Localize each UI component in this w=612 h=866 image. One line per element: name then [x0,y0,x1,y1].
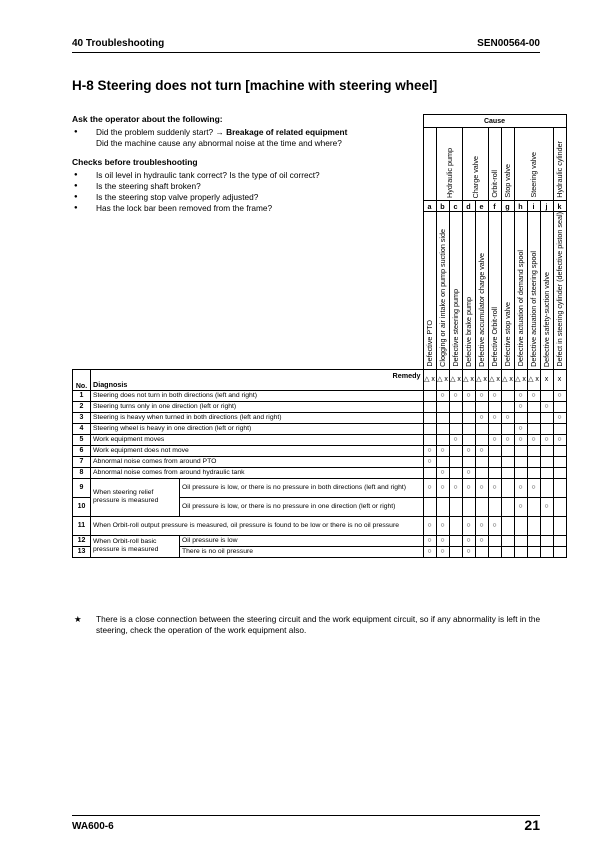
cause-mark: ○ [540,497,553,516]
cause-mark [527,412,540,423]
cause-mark [553,445,566,456]
cause-mark [527,516,540,535]
cause-mark [449,401,462,412]
cause-header-row [73,115,567,128]
diagnosis-text: Steering wheel is heavy in one direction (left or right) [91,423,424,434]
cause-mark: ○ [475,478,488,497]
cause-mark [527,497,540,516]
cause-mark [462,434,475,445]
cause-mark: ○ [488,412,501,423]
cause-mark [527,467,540,478]
cause-mark: ○ [436,445,449,456]
cause-mark [449,412,462,423]
diagnosis-text: Oil pressure is low, or there is no pressure in one direction (left or right) [180,497,424,516]
cause-mark [501,401,514,412]
cause-description-label: Defective PTO [425,320,434,367]
cause-mark: ○ [514,423,527,434]
cause-group-label: Orbit-roll [490,170,499,198]
cause-mark: ○ [462,445,475,456]
remedy-cell: △ x [501,369,514,390]
cause-mark [553,546,566,557]
cause-mark [501,467,514,478]
cause-mark [488,546,501,557]
cause-mark [553,401,566,412]
cause-mark [488,423,501,434]
cause-mark [514,412,527,423]
cause-mark [514,535,527,546]
cause-mark [540,445,553,456]
cause-mark [475,546,488,557]
cause-mark [553,535,566,546]
cause-mark [527,445,540,456]
check-item: ● Is the steering stop valve properly adjusted? [72,192,422,203]
table-row [73,412,567,423]
cause-mark: ○ [553,390,566,401]
cause-mark [462,401,475,412]
cause-mark [501,497,514,516]
remedy-cell: △ x [449,369,462,390]
cause-mark: ○ [462,390,475,401]
cause-mark [449,456,462,467]
diagnosis-text: Abnormal noise comes from around PTO [91,456,424,467]
cause-mark: ○ [449,390,462,401]
cause-mark [475,497,488,516]
cause-mark: ○ [527,478,540,497]
cause-mark [540,423,553,434]
cause-mark [488,467,501,478]
diagnosis-text: Oil pressure is low [180,535,424,546]
cause-mark [553,456,566,467]
cause-mark [488,445,501,456]
cause-description-label: Defective Orbit-roll [490,307,499,367]
cause-mark: ○ [475,445,488,456]
cause-mark [501,456,514,467]
measurement-group: When Orbit-roll basic pressure is measured [91,535,180,557]
cause-mark [423,401,436,412]
cause-mark [540,412,553,423]
cause-mark [449,423,462,434]
cause-mark [553,478,566,497]
cause-mark [423,423,436,434]
remedy-cell: x [540,369,553,390]
cause-letter: g [501,201,514,212]
cause-mark [423,434,436,445]
cause-description-label: Defective brake pump [464,296,473,367]
cause-description-label: Clogging or air intake on pump suction side [438,228,447,367]
diagnosis-text: Oil pressure is low, or there is no pressure in both directions (left and right) [180,478,424,497]
diagnosis-label: Diagnosis [93,379,128,389]
table-spacer [73,115,424,212]
cause-mark [449,535,462,546]
remedy-row [73,369,567,390]
cause-mark [527,546,540,557]
cause-mark: ○ [488,478,501,497]
cause-mark: ○ [514,401,527,412]
cause-mark [475,401,488,412]
diagnosis-text: Steering does not turn in both directions (left and right) [91,390,424,401]
cause-description [527,212,540,370]
cause-group [436,128,462,201]
cause-group [553,128,566,201]
table-row [73,467,567,478]
cause-mark [501,535,514,546]
cause-mark [540,390,553,401]
cause-mark: ○ [488,516,501,535]
cause-mark: ○ [436,516,449,535]
cause-mark [449,497,462,516]
diagnosis-text: Steering is heavy when turned in both directions (left and right) [91,412,424,423]
cause-mark [449,516,462,535]
row-number: 7 [73,456,91,467]
remedy-cell: △ x [514,369,527,390]
cause-mark [501,445,514,456]
check-item: ● Is oil level in hydraulic tank correct? Is the type of oil correct? [72,170,422,181]
remedy-cell: x [553,369,566,390]
diagnosis-text: Work equipment moves [91,434,424,445]
cause-mark: ○ [436,546,449,557]
cause-mark [436,412,449,423]
cause-mark [475,434,488,445]
cause-mark: ○ [475,390,488,401]
cause-letter: d [462,201,475,212]
row-number: 9 [73,478,91,497]
cause-mark: ○ [553,412,566,423]
table-row [73,445,567,456]
cause-mark: ○ [514,434,527,445]
note [72,614,566,636]
cause-mark [449,445,462,456]
cause-mark: ○ [475,535,488,546]
cause-mark: ○ [436,390,449,401]
cause-description [514,212,527,370]
cause-mark: ○ [436,478,449,497]
cause-mark [423,467,436,478]
table-row [73,535,567,546]
cause-mark: ○ [540,434,553,445]
cause-mark [514,467,527,478]
cause-mark: ○ [436,535,449,546]
cause-letter: a [423,201,436,212]
diagnosis-header [91,369,424,390]
table-row [73,423,567,434]
cause-mark [449,546,462,557]
row-number: 8 [73,467,91,478]
cause-mark [540,467,553,478]
cause-mark [488,456,501,467]
cause-letter: j [540,201,553,212]
document-code: SEN00564-00 [477,38,540,49]
row-number: 3 [73,412,91,423]
cause-group-label: Hydraulic pump [444,148,454,198]
cause-mark: ○ [527,434,540,445]
row-number: 13 [73,546,91,557]
cause-mark: ○ [501,434,514,445]
check-item: ● Has the lock bar been removed from the frame? [72,203,422,214]
cause-description-row [73,212,567,370]
table-spacer [73,212,424,370]
check-item: ● Is the steering shaft broken? [72,181,422,192]
ask-question: Did the problem suddenly start? [96,127,214,137]
cause-mark: ○ [436,467,449,478]
cause-mark: ○ [540,401,553,412]
ask-subquestion: Did the machine cause any abnormal noise at the time and where? [96,138,342,148]
cause-description-label: Defective accumulator charge valve [477,252,486,367]
cause-letter: f [488,201,501,212]
remedy-cell: △ x [462,369,475,390]
cause-mark: ○ [449,434,462,445]
cause-mark [475,467,488,478]
cause-description [436,212,449,370]
cause-mark [462,423,475,434]
remedy-cell: △ x [488,369,501,390]
cause-mark [514,516,527,535]
diagnosis-text: When Orbit-roll output pressure is measured, oil pressure is found to be low or there is no oil pressure [91,516,424,535]
cause-mark [449,467,462,478]
ask-heading: Ask the operator about the following: [72,114,223,124]
cause-group-label: Stop valve [503,164,512,198]
cause-group-empty [423,128,436,201]
cause-mark: ○ [462,478,475,497]
model-code: WA600-6 [72,821,114,832]
cause-description [540,212,553,370]
cause-letter: c [449,201,462,212]
cause-mark [527,456,540,467]
cause-mark [462,412,475,423]
page-title: H-8 Steering does not turn [machine with steering wheel] [72,78,438,93]
cause-mark: ○ [514,390,527,401]
cause-group-label: Hydraulic cylinder [555,141,564,198]
cause-description [462,212,475,370]
cause-mark: ○ [462,467,475,478]
cause-description [423,212,436,370]
cause-mark [527,535,540,546]
troubleshooting-table [72,114,567,558]
table-row [73,478,567,497]
table-row [73,456,567,467]
cause-mark [436,497,449,516]
cause-mark: ○ [449,478,462,497]
cause-mark [501,546,514,557]
cause-mark [540,546,553,557]
measurement-group: When steering relief pressure is measured [91,478,180,516]
cause-mark: ○ [462,546,475,557]
cause-mark [514,546,527,557]
ask-emphasis: Breakage of related equipment [226,127,348,137]
arrow-icon: → [215,127,224,137]
cause-description [475,212,488,370]
star-icon: ★ [74,614,82,624]
row-number: 4 [73,423,91,434]
cause-description [488,212,501,370]
page-footer [72,815,540,836]
cause-description-label: Defective steering pump [451,289,460,367]
cause-mark: ○ [423,456,436,467]
row-number: 11 [73,516,91,535]
cause-mark [436,456,449,467]
diagnosis-text: Work equipment does not move [91,445,424,456]
cause-mark [540,535,553,546]
note-text: There is a close connection between the steering circuit and the work equipment circuit, so if any abnormality is left in the steering, check the operation of the work equipment also. [96,614,541,635]
page-number: 21 [524,817,540,833]
cause-description [553,212,566,370]
table-row [73,390,567,401]
cause-mark [436,401,449,412]
cause-mark [475,423,488,434]
row-number: 1 [73,390,91,401]
cause-mark [462,497,475,516]
cause-mark [553,467,566,478]
cause-mark: ○ [488,434,501,445]
remedy-label: Remedy [392,370,421,380]
cause-mark [540,478,553,497]
diagnosis-text: Steering turns only in one direction (left or right) [91,401,424,412]
table-row [73,516,567,535]
cause-mark [514,445,527,456]
cause-group [514,128,553,201]
cause-mark: ○ [423,445,436,456]
cause-mark [501,516,514,535]
row-number: 5 [73,434,91,445]
cause-mark: ○ [514,497,527,516]
cause-mark [501,423,514,434]
cause-mark [475,456,488,467]
page-header [72,36,540,53]
cause-mark [501,390,514,401]
cause-mark: ○ [475,516,488,535]
cause-description-label: Defective actuation of demand spool [516,250,525,367]
cause-mark [436,434,449,445]
cause-mark [514,456,527,467]
table-row [73,434,567,445]
cause-group [462,128,488,201]
remedy-cell: △ x [475,369,488,390]
cause-mark: ○ [423,478,436,497]
cause-mark: ○ [423,535,436,546]
cause-mark [540,516,553,535]
cause-mark [423,497,436,516]
cause-mark: ○ [488,390,501,401]
cause-mark: ○ [475,412,488,423]
cause-group-label: Charge valve [470,155,480,198]
cause-mark [501,478,514,497]
cause-mark: ○ [527,390,540,401]
diagnosis-text: There is no oil pressure [180,546,424,557]
cause-mark [553,497,566,516]
row-number: 10 [73,497,91,516]
cause-letter: k [553,201,566,212]
cause-group [501,128,514,201]
section-title: 40 Troubleshooting [72,38,165,49]
cause-letter: e [475,201,488,212]
cause-letter: i [527,201,540,212]
cause-mark: ○ [462,535,475,546]
cause-mark [488,401,501,412]
cause-description [501,212,514,370]
remedy-cell: △ x [436,369,449,390]
cause-mark: ○ [514,478,527,497]
cause-mark [488,535,501,546]
checks-heading: Checks before troubleshooting [72,157,198,167]
row-number: 2 [73,401,91,412]
cause-description-label: Defective actuation of steering spool [529,250,538,367]
cause-mark [553,516,566,535]
cause-mark: ○ [501,412,514,423]
diagnosis-text: Abnormal noise comes from around hydraulic tank [91,467,424,478]
table-row [73,401,567,412]
remedy-cell: △ x [527,369,540,390]
cause-header: Cause [423,115,566,128]
cause-mark [462,456,475,467]
cause-mark [540,456,553,467]
cause-description-label: Defective safety-suction valve [542,271,551,367]
remedy-cell: △ x [423,369,436,390]
cause-group-label: Steering valve [529,152,538,198]
row-number: 6 [73,445,91,456]
cause-mark: ○ [553,434,566,445]
cause-mark [527,423,540,434]
cause-description-label: Defective stop valve [503,302,512,367]
cause-mark [527,401,540,412]
cause-mark: ○ [423,516,436,535]
cause-mark [553,423,566,434]
cause-description [449,212,462,370]
cause-mark: ○ [423,546,436,557]
cause-mark [423,412,436,423]
cause-mark [488,497,501,516]
cause-mark: ○ [462,516,475,535]
cause-mark [423,390,436,401]
cause-letter: h [514,201,527,212]
row-number: 12 [73,535,91,546]
cause-description-label: Defect in steering cylinder (defective piston seal) [555,212,564,367]
cause-letter: b [436,201,449,212]
cause-mark [436,423,449,434]
cause-group [488,128,501,201]
no-header: No. [73,369,91,390]
